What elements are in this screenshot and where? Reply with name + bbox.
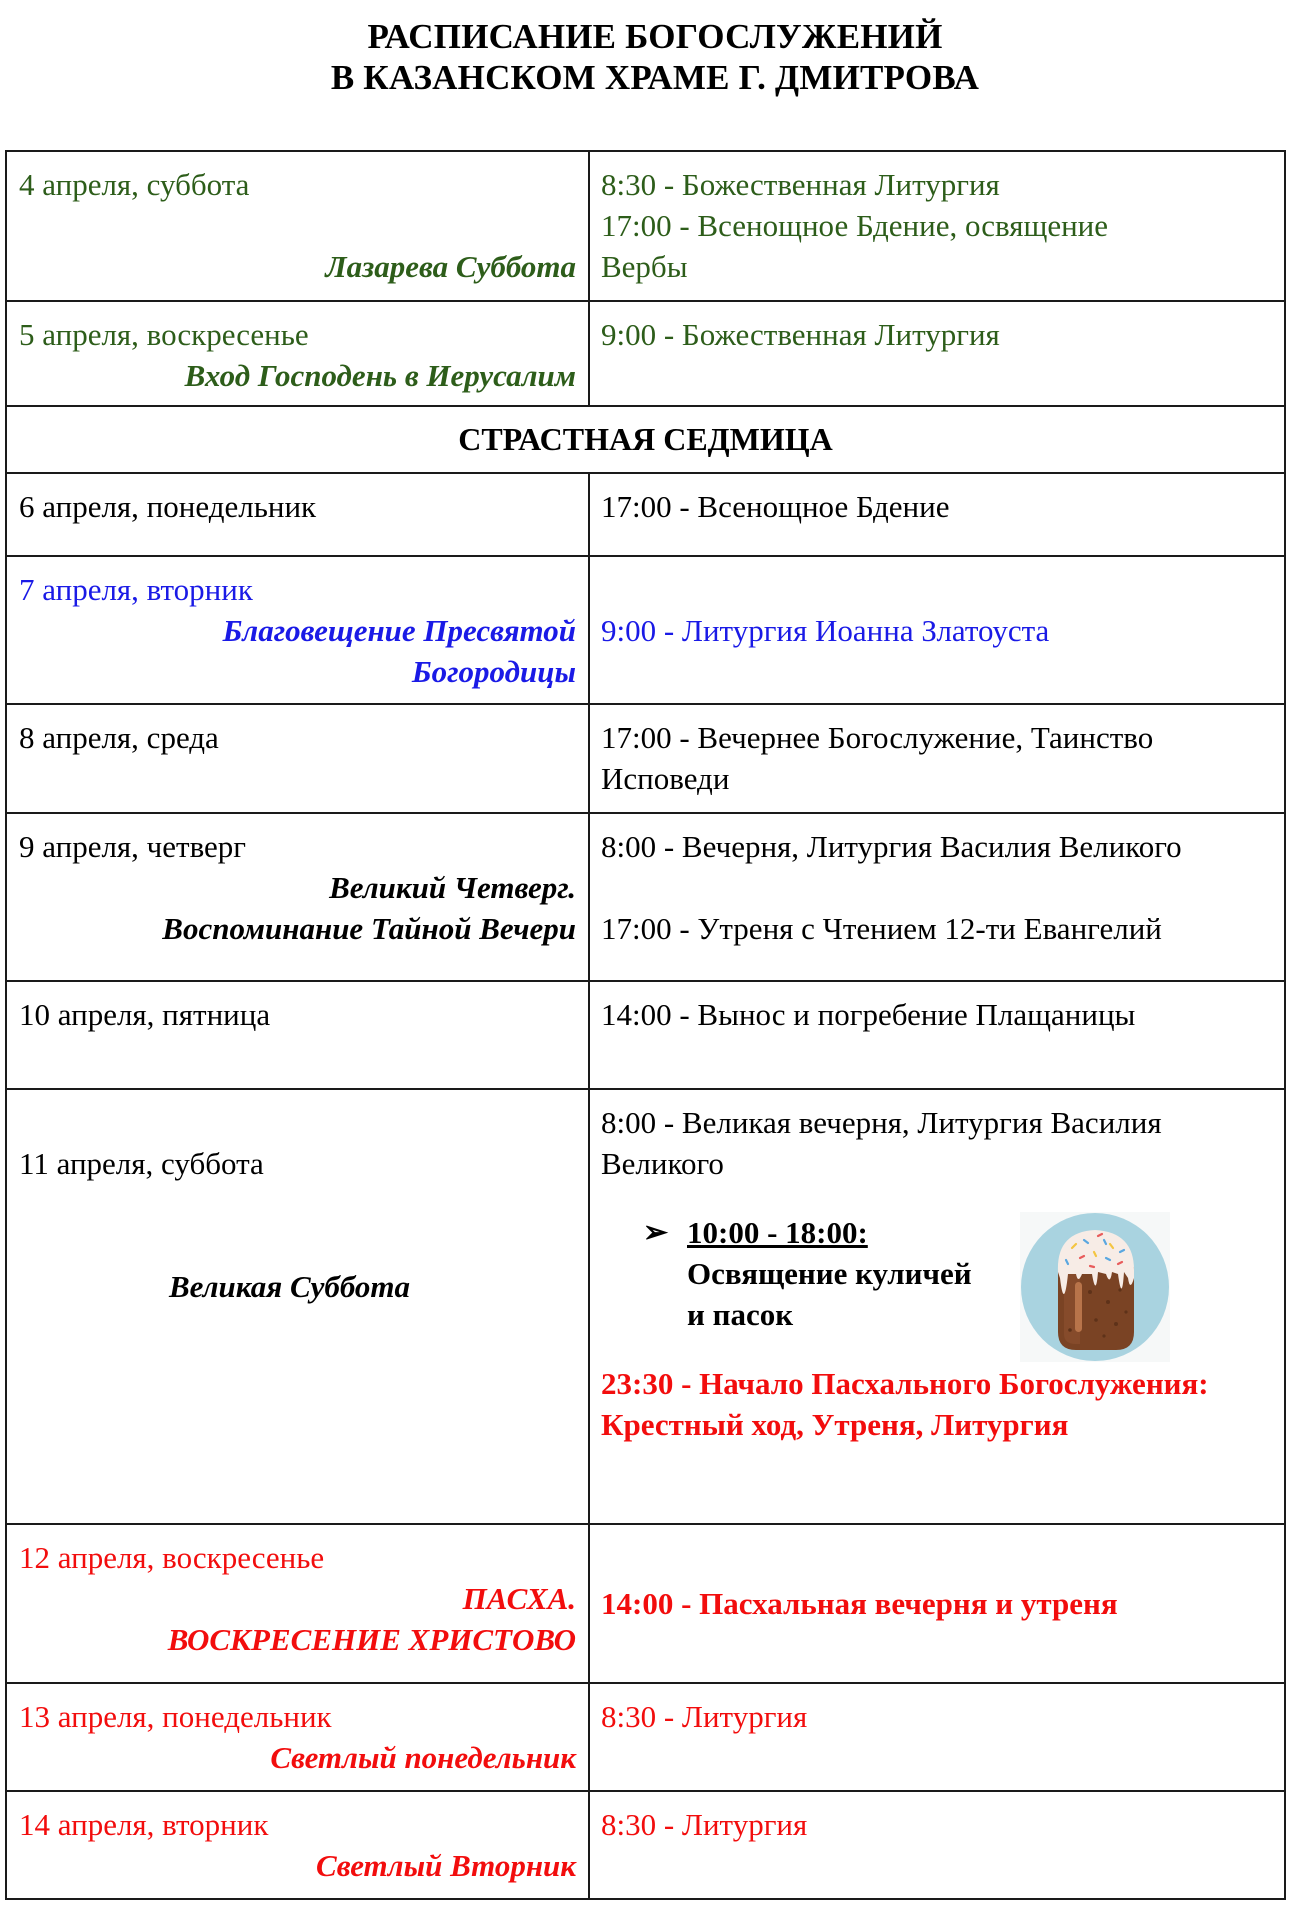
table-row — [6, 151, 1285, 301]
date-label: 14 апреля, вторник — [19, 1807, 269, 1842]
services-cell — [589, 1524, 1285, 1683]
table-row — [6, 813, 1285, 981]
services-cell — [589, 813, 1285, 981]
blessing-time: 10:00 - 18:00: — [687, 1215, 868, 1250]
date-cell — [6, 151, 589, 301]
section-heading: СТРАСТНАЯ СЕДМИЦА — [6, 406, 1285, 473]
kulich-icon — [1020, 1212, 1170, 1362]
feast-name-line-1: Великий Четверг. — [329, 870, 576, 905]
paschal-service: 23:30 - Начало Пасхального Богослужения: Крестный ход, Утреня, Литургия — [601, 1366, 1209, 1442]
arrow-bullet-icon: ➢ — [643, 1216, 669, 1249]
table-row — [6, 981, 1285, 1089]
service-item: 17:00 - Всенощное Бдение, освящение Вербы — [601, 208, 1109, 284]
service-item: 17:00 - Утреня с Чтением 12-ти Евангелий — [601, 911, 1162, 946]
date-cell — [6, 1683, 589, 1791]
date-cell — [6, 1791, 589, 1899]
service-item: 9:00 - Божественная Литургия — [601, 317, 1000, 352]
services-cell — [589, 1089, 1285, 1524]
service-item: 9:00 - Литургия Иоанна Златоуста — [601, 612, 1050, 648]
feast-name: Вход Господень в Иерусалим — [184, 358, 576, 393]
service-item: 8:00 - Вечерня, Литургия Василия Великого — [601, 829, 1182, 864]
services-cell — [589, 704, 1285, 813]
feast-name: Светлый понедельник — [270, 1740, 576, 1775]
date-label: 13 апреля, понедельник — [19, 1699, 332, 1734]
service-item: 8:30 - Литургия — [601, 1699, 808, 1734]
schedule-table — [5, 150, 1286, 1900]
date-cell — [6, 813, 589, 981]
date-cell — [6, 1524, 589, 1683]
feast-name-line-2: ВОСКРЕСЕНИЕ ХРИСТОВО — [167, 1622, 576, 1657]
date-cell — [6, 981, 589, 1089]
service-item: 17:00 - Вечернее Богослужение, Таинство Исповеди — [601, 720, 1154, 796]
service-item: 14:00 - Вынос и погребение Плащаницы — [601, 997, 1136, 1032]
feast-name: Лазарева Суббота — [325, 249, 576, 284]
date-label: 11 апреля, суббота — [19, 1146, 264, 1181]
title-line-2: В КАЗАНСКОМ ХРАМЕ Г. ДМИТРОВА — [330, 58, 980, 97]
date-label: 10 апреля, пятница — [19, 997, 271, 1032]
date-label: 8 апреля, среда — [19, 720, 219, 755]
page-title — [0, 16, 1290, 98]
services-cell — [589, 473, 1285, 556]
blessing-text: Освящение куличей и пасок — [687, 1256, 972, 1332]
services-cell — [589, 151, 1285, 301]
blessing-block — [601, 1212, 1274, 1335]
service-item: 8:00 - Великая вечерня, Литургия Василия Великого — [601, 1105, 1162, 1181]
date-label: 5 апреля, воскресенье — [19, 317, 309, 352]
title-line-1: РАСПИСАНИЕ БОГОСЛУЖЕНИЙ — [367, 17, 943, 56]
date-label: 12 апреля, воскресенье — [19, 1540, 325, 1575]
table-row — [6, 704, 1285, 813]
date-cell — [6, 473, 589, 556]
date-cell — [6, 301, 589, 406]
table-row — [6, 1791, 1285, 1899]
date-label: 7 апреля, вторник — [19, 572, 253, 607]
table-row — [6, 1683, 1285, 1791]
services-cell — [589, 1683, 1285, 1791]
services-cell — [589, 981, 1285, 1089]
table-row — [6, 1089, 1285, 1524]
table-row — [6, 556, 1285, 704]
table-row — [6, 1524, 1285, 1683]
date-cell — [6, 704, 589, 813]
feast-name-line-1: ПАСХА. — [462, 1581, 576, 1616]
feast-name: Светлый Вторник — [316, 1848, 576, 1883]
service-item: 8:30 - Литургия — [601, 1807, 808, 1842]
date-cell — [6, 556, 589, 704]
service-item: 14:00 - Пасхальная вечерня и утреня — [601, 1586, 1118, 1621]
feast-name-line-2: Воспоминание Тайной Вечери — [162, 911, 576, 946]
services-cell — [589, 301, 1285, 406]
feast-name: Благовещение Пресвятой Богородицы — [222, 613, 576, 689]
date-label: 6 апреля, понедельник — [19, 489, 317, 524]
date-label: 9 апреля, четверг — [19, 829, 247, 864]
service-item: 8:30 - Божественная Литургия — [601, 167, 1000, 202]
table-row — [6, 473, 1285, 556]
feast-name: Великая Суббота — [168, 1269, 411, 1304]
service-item: 17:00 - Всенощное Бдение — [601, 489, 950, 524]
blessing-item — [643, 1212, 973, 1335]
services-cell — [589, 556, 1285, 704]
date-label: 4 апреля, суббота — [19, 167, 250, 202]
table-row — [6, 301, 1285, 406]
date-cell — [6, 1089, 589, 1524]
section-row — [6, 406, 1285, 473]
services-cell — [589, 1791, 1285, 1899]
